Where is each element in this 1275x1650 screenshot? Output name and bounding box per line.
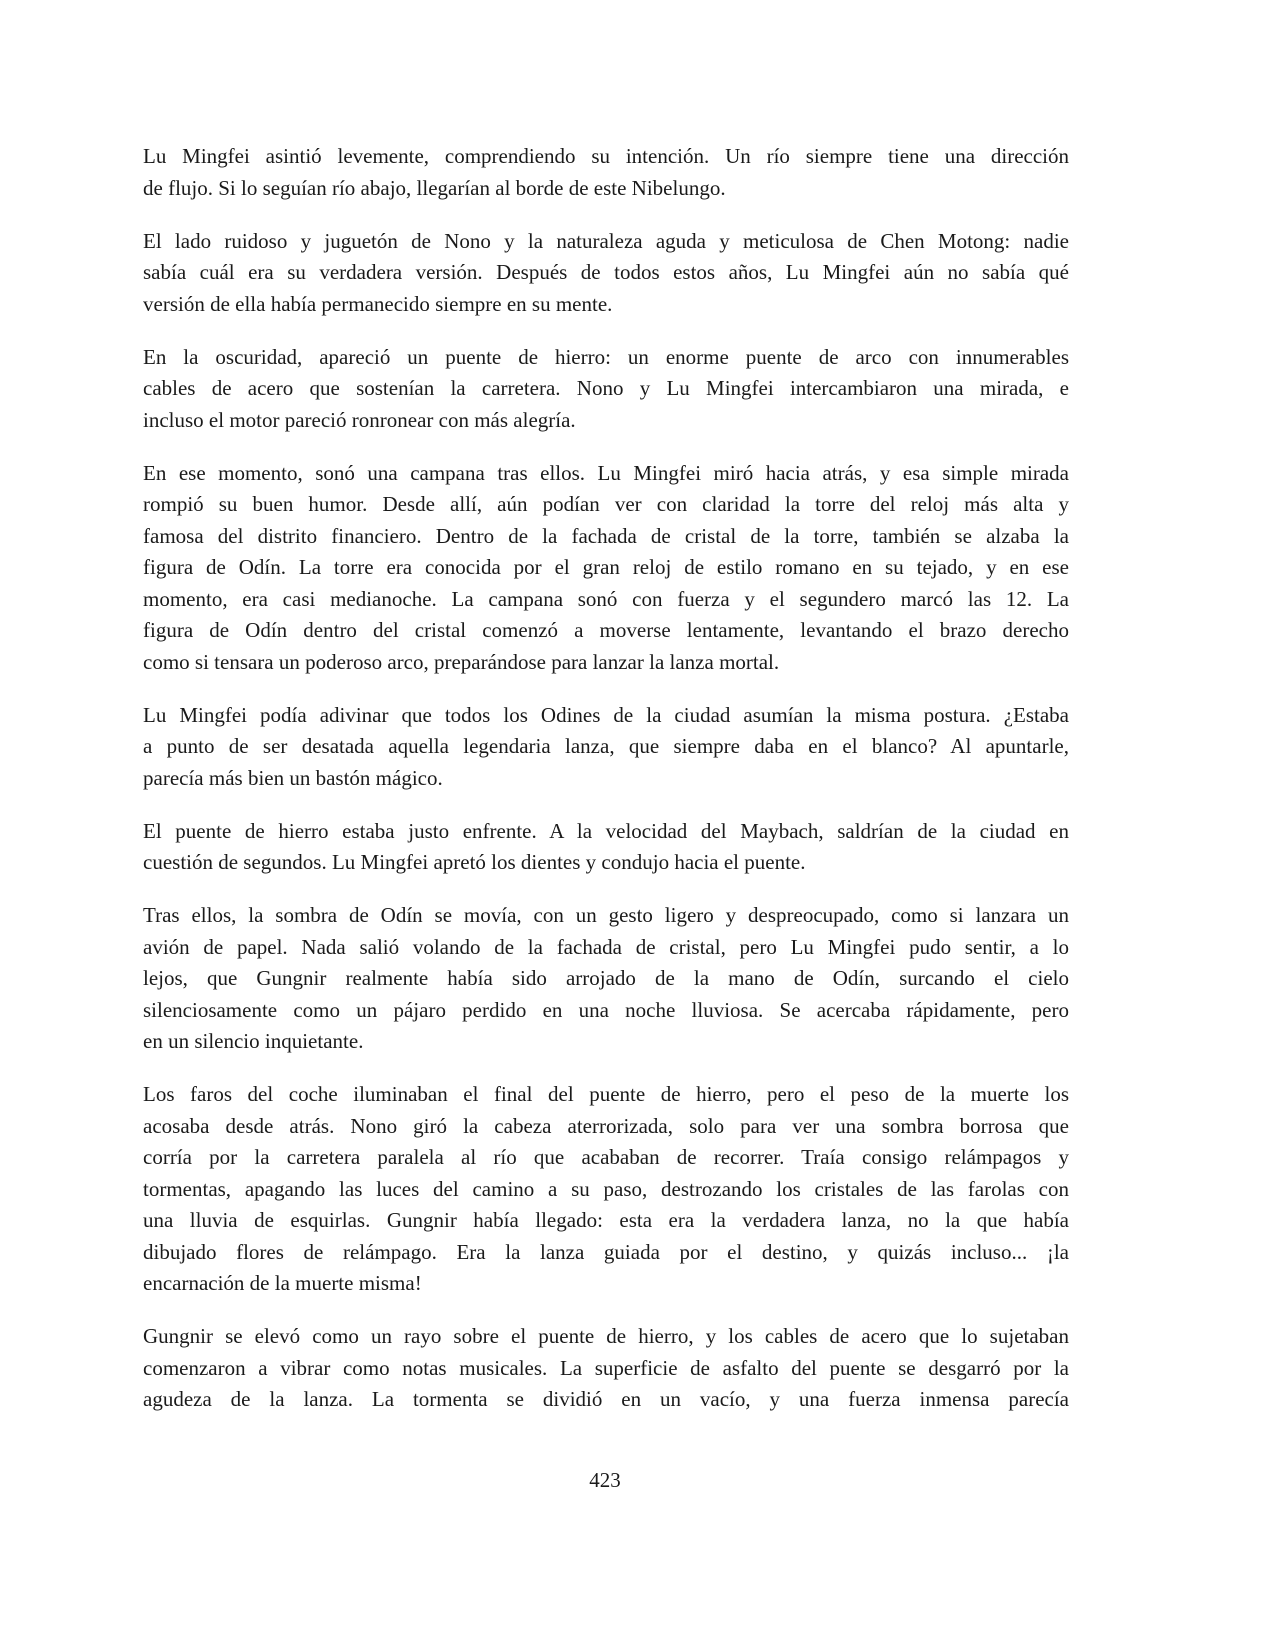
text-line: Lu Mingfei podía adivinar que todos los Odines de la ciudad asumían la misma postura. ¿Estaba [143, 702, 1069, 727]
text-line: Lu Mingfei asintió levemente, comprendiendo su intención. Un río siempre tiene una dirección [143, 144, 1069, 168]
text-line: incluso el motor pareció ronronear con más alegría. [143, 407, 576, 432]
text-line: de flujo. Si lo seguían río abajo, llegarían al borde de este Nibelungo. [143, 175, 726, 200]
text-line: versión de ella había permanecido siempre en su mente. [143, 291, 613, 316]
text-line: sabía cuál era su verdadera versión. Después de todos estos años, Lu Mingfei aún no sabía qué [143, 260, 1069, 284]
paragraph [143, 816, 1069, 879]
paragraph [143, 700, 1069, 795]
text-line: silenciosamente como un pájaro perdido en una noche lluviosa. Se acercaba rápidamente, pero [143, 997, 1069, 1022]
text-line: figura de Odín dentro del cristal comenzó a moverse lentamente, levantando el brazo derecho [143, 618, 1069, 642]
text-line: Tras ellos, la sombra de Odín se movía, con un gesto ligero y despreocupado, como si lanzara un [143, 903, 1069, 927]
text-line: comenzaron a vibrar como notas musicales. La superficie de asfalto del puente se desgarró por la [143, 1355, 1069, 1380]
paragraph [143, 1321, 1069, 1416]
text-line: a punto de ser desatada aquella legendaria lanza, que siempre daba en el blanco? Al apuntarle, [143, 734, 1069, 758]
text-line: cables de acero que sostenían la carretera. Nono y Lu Mingfei intercambiaron una mirada, e [143, 376, 1069, 400]
text-line: momento, era casi medianoche. La campana sonó con fuerza y el segundero marcó las 12. La [143, 586, 1069, 611]
paragraph [143, 141, 1069, 204]
body-text [143, 141, 1069, 1437]
text-line: dibujado flores de relámpago. Era la lanza guiada por el destino, y quizás incluso... ¡la [143, 1239, 1069, 1264]
text-line: En ese momento, sonó una campana tras ellos. Lu Mingfei miró hacia atrás, y esa simple mirada [143, 460, 1069, 485]
text-line: El lado ruidoso y juguetón de Nono y la naturaleza aguda y meticulosa de Chen Motong: nadie [143, 228, 1069, 253]
text-line: lejos, que Gungnir realmente había sido arrojado de la mano de Odín, surcando el cielo [143, 966, 1069, 990]
text-line: corría por la carretera paralela al río que acababan de recorrer. Traía consigo relámpagos y [143, 1145, 1069, 1169]
text-line: parecía más bien un bastón mágico. [143, 765, 443, 790]
text-line: cuestión de segundos. Lu Mingfei apretó los dientes y condujo hacia el puente. [143, 850, 806, 874]
paragraph [143, 900, 1069, 1058]
text-line: en un silencio inquietante. [143, 1029, 364, 1053]
page-number: 423 [589, 1468, 621, 1492]
text-line: famosa del distrito financiero. Dentro de la fachada de cristal de la torre, también se alzaba la [143, 523, 1069, 548]
text-line: como si tensara un poderoso arco, preparándose para lanzar la lanza mortal. [143, 649, 780, 674]
text-line: Los faros del coche iluminaban el final del puente de hierro, pero el peso de la muerte los [143, 1082, 1069, 1106]
text-line: El puente de hierro estaba justo enfrente. A la velocidad del Maybach, saldrían de la ciudad en [143, 818, 1069, 843]
text-line: avión de papel. Nada salió volando de la fachada de cristal, pero Lu Mingfei pudo sentir, a lo [143, 934, 1069, 959]
text-line: En la oscuridad, apareció un puente de hierro: un enorme puente de arco con innumerables [143, 344, 1069, 369]
paragraph [143, 458, 1069, 679]
paragraph [143, 226, 1069, 321]
text-line: acosaba desde atrás. Nono giró la cabeza aterrorizada, solo para ver una sombra borrosa que [143, 1113, 1069, 1138]
text-line: figura de Odín. La torre era conocida por el gran reloj de estilo romano en su tejado, y en ese [143, 555, 1069, 579]
paragraph [143, 342, 1069, 437]
text-line: Gungnir se elevó como un rayo sobre el puente de hierro, y los cables de acero que lo sujetaban [143, 1324, 1069, 1348]
text-line: encarnación de la muerte misma! [143, 1271, 422, 1295]
text-line: rompió su buen humor. Desde allí, aún podían ver con claridad la torre del reloj más alta y [143, 492, 1069, 516]
paragraph [143, 1079, 1069, 1300]
text-line: tormentas, apagando las luces del camino a su paso, destrozando los cristales de las farolas con [143, 1176, 1069, 1201]
text-line: agudeza de la lanza. La tormenta se dividió en un vacío, y una fuerza inmensa parecía [143, 1387, 1069, 1411]
text-line: una lluvia de esquirlas. Gungnir había llegado: esta era la verdadera lanza, no la que había [143, 1208, 1069, 1232]
